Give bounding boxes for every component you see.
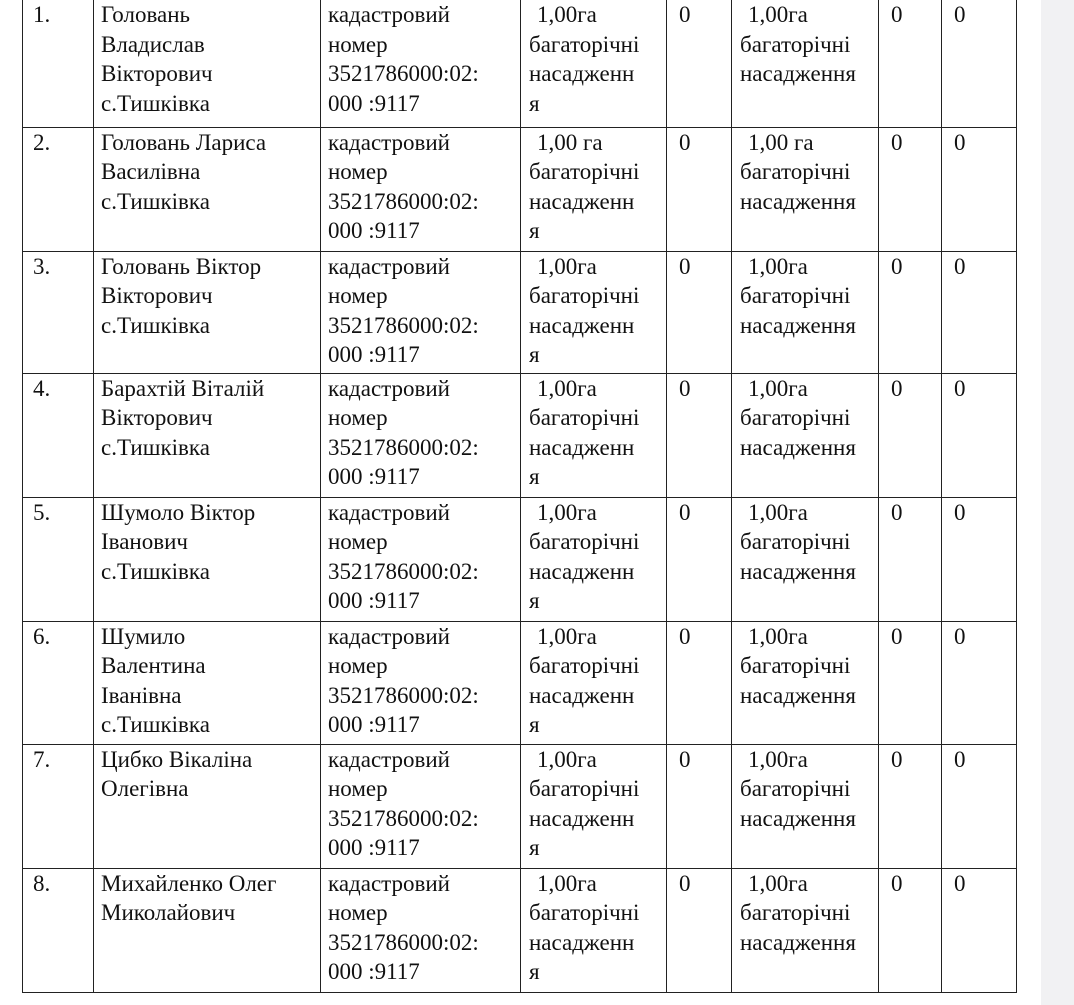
c4-value: 0 [679,129,691,155]
num-value: 6. [33,623,51,649]
cad-line: кадастровий [328,623,450,649]
area2-line: насадження [740,558,856,584]
c6-value: 0 [891,375,903,401]
cad-line: кадастровий [328,870,450,896]
area-line: я [529,835,540,860]
area-line: я [529,959,540,984]
area-line: 1,00 га [537,129,603,155]
area2-line: 1,00га [748,870,808,896]
cadastral-number-cell [321,0,521,127]
owner-name-cell [94,621,321,744]
area-line: насадженн [529,434,635,460]
area-cell [521,0,667,127]
area2-line: насадження [740,434,856,460]
owner-name-cell [94,868,321,992]
table-row [23,0,1017,127]
cad-line: кадастровий [328,129,450,155]
cad-line: 000 :9117 [328,835,420,860]
name-line: Шумило [101,623,186,649]
name-line: Шумоло Віктор [101,499,256,525]
cad-line: номер [328,653,388,678]
cad-line: номер [328,31,388,57]
name-line: с.Тишківка [101,188,210,214]
name-line: Владислав [101,31,205,57]
cad-line: номер [328,776,388,801]
area-line: насадженн [529,929,635,955]
area-line: багаторічні [529,900,640,925]
viewer-side-strip [1041,0,1074,1005]
name-line: с.Тишківка [101,712,210,737]
area-line: насадженн [529,682,635,708]
value-cell [942,744,1017,868]
name-line: с.Тишківка [101,558,210,584]
area-line: насадженн [529,558,635,584]
c7-value: 0 [954,870,966,896]
cadastral-number-cell [321,621,521,744]
area-line: насадженн [529,805,635,831]
c7-value: 0 [954,129,966,155]
cad-line: номер [328,159,388,184]
area-cell [521,621,667,744]
area-line: я [529,464,540,489]
value-cell [667,868,732,992]
area-line: багаторічні [529,405,640,430]
num-value: 1. [33,2,51,27]
cad-line: 000 :9117 [328,464,420,489]
name-line: Вікторович [101,283,213,308]
c6-value: 0 [891,253,903,279]
name-line: Головань Лариса [101,129,267,155]
name-line: Михайленко Олег [101,870,277,896]
area2-line: багаторічні [740,159,851,184]
area-total-cell [732,621,879,744]
owner-name-cell [94,0,321,127]
c4-value: 0 [679,499,691,525]
c6-value: 0 [891,499,903,525]
area-line: насадженн [529,312,635,338]
value-cell [667,373,732,497]
area-line: багаторічні [529,283,640,308]
value-cell [942,251,1017,373]
area2-line: багаторічні [740,529,851,554]
value-cell [879,744,942,868]
cad-line: 000 :9117 [328,342,420,367]
c6-value: 0 [891,870,903,896]
table-row [23,251,1017,373]
value-cell [667,0,732,127]
area-line: 1,00га [537,870,597,896]
row-number-cell [23,744,94,868]
row-number-cell [23,868,94,992]
value-cell [879,0,942,127]
c6-value: 0 [891,623,903,649]
c6-value: 0 [891,746,903,772]
name-line: Іванович [101,529,188,554]
table-row [23,744,1017,868]
cad-line: 3521786000:02: [328,188,479,214]
value-cell [942,373,1017,497]
area-line: багаторічні [529,776,640,801]
value-cell [667,127,732,251]
cad-line: номер [328,900,388,925]
area-line: 1,00га [537,623,597,649]
area-line: насадженн [529,61,635,86]
row-number-cell [23,497,94,621]
cad-line: 000 :9117 [328,959,420,984]
num-value: 3. [33,253,51,279]
value-cell [667,497,732,621]
table-row [23,621,1017,744]
cad-line: кадастровий [328,746,450,772]
value-cell [667,251,732,373]
row-number-cell [23,127,94,251]
c4-value: 0 [679,623,691,649]
cad-line: номер [328,529,388,554]
area-cell [521,744,667,868]
area-cell [521,497,667,621]
name-line: Вікторович [101,405,213,430]
name-line: Головань Віктор [101,253,262,279]
table-row [23,373,1017,497]
num-value: 2. [33,129,51,155]
num-value: 8. [33,870,51,896]
cad-line: 3521786000:02: [328,312,479,338]
area-total-cell [732,497,879,621]
cadastral-number-cell [321,868,521,992]
name-line: Іванівна [101,682,182,708]
value-cell [667,621,732,744]
area-line: я [529,342,540,367]
c7-value: 0 [954,746,966,772]
area-line: я [529,712,540,737]
table-row [23,868,1017,992]
c4-value: 0 [679,746,691,772]
owner-name-cell [94,744,321,868]
name-line: с.Тишківка [101,434,210,460]
c6-value: 0 [891,129,903,155]
c7-value: 0 [954,253,966,279]
row-number-cell [23,621,94,744]
value-cell [942,621,1017,744]
area2-line: насадження [740,61,856,86]
area-cell [521,127,667,251]
name-line: Олегівна [101,776,189,801]
cad-line: номер [328,283,388,308]
area2-line: багаторічні [740,776,851,801]
cad-line: 3521786000:02: [328,61,479,86]
area2-line: 1,00га [748,499,808,525]
cad-line: 3521786000:02: [328,929,479,955]
cad-line: 3521786000:02: [328,558,479,584]
area-line: 1,00га [537,253,597,279]
cad-line: 000 :9117 [328,90,420,116]
area-line: 1,00га [537,2,597,27]
cad-line: кадастровий [328,375,450,401]
value-cell [879,497,942,621]
cadastral-number-cell [321,127,521,251]
area-total-cell [732,0,879,127]
value-cell [942,0,1017,127]
value-cell [942,868,1017,992]
area-total-cell [732,744,879,868]
num-value: 4. [33,375,51,401]
name-line: Цибко Вікаліна [101,746,253,772]
table-row [23,127,1017,251]
c7-value: 0 [954,499,966,525]
area-line: насадженн [529,188,635,214]
cadastral-number-cell [321,251,521,373]
area2-line: насадження [740,682,856,708]
area-line: 1,00га [537,499,597,525]
cad-line: 3521786000:02: [328,434,479,460]
area-line: я [529,90,540,116]
name-line: Миколайович [101,900,236,925]
name-line: Василівна [101,159,201,184]
num-value: 7. [33,746,51,772]
area-line: багаторічні [529,31,640,57]
name-line: Валентина [101,653,206,678]
area-total-cell [732,373,879,497]
area-total-cell [732,251,879,373]
area2-line: багаторічні [740,31,851,57]
value-cell [667,744,732,868]
owner-name-cell [94,497,321,621]
c7-value: 0 [954,623,966,649]
owner-name-cell [94,127,321,251]
cad-line: 000 :9117 [328,588,420,613]
cad-line: 3521786000:02: [328,805,479,831]
area2-line: 1,00га [748,746,808,772]
cad-line: 000 :9117 [328,712,420,737]
name-line: Барахтій Віталій [101,375,265,401]
area2-line: багаторічні [740,900,851,925]
table-body [23,0,1017,992]
area2-line: 1,00га [748,2,808,27]
area-line: 1,00га [537,746,597,772]
name-line: с.Тишківка [101,312,210,338]
value-cell [879,373,942,497]
row-number-cell [23,373,94,497]
value-cell [942,127,1017,251]
cad-line: кадастровий [328,253,450,279]
cad-line: кадастровий [328,499,450,525]
area-cell [521,868,667,992]
c4-value: 0 [679,2,691,27]
area-cell [521,251,667,373]
area-line: 1,00га [537,375,597,401]
cad-line: кадастровий [328,2,450,27]
area2-line: насадження [740,312,856,338]
area-total-cell [732,868,879,992]
value-cell [879,621,942,744]
cadastral-number-cell [321,373,521,497]
value-cell [879,127,942,251]
area2-line: 1,00га [748,253,808,279]
area-line: багаторічні [529,529,640,554]
value-cell [879,868,942,992]
area-line: я [529,218,540,243]
row-number-cell [23,251,94,373]
area2-line: насадження [740,929,856,955]
value-cell [879,251,942,373]
area-cell [521,373,667,497]
cad-line: 3521786000:02: [328,682,479,708]
area-line: я [529,588,540,613]
c7-value: 0 [954,375,966,401]
area-line: багаторічні [529,159,640,184]
area2-line: 1,00га [748,623,808,649]
area2-line: багаторічні [740,283,851,308]
area2-line: насадження [740,805,856,831]
area2-line: 1,00 га [748,129,814,155]
c6-value: 0 [891,2,903,27]
cad-line: 000 :9117 [328,218,420,243]
owner-name-cell [94,251,321,373]
cadastral-number-cell [321,497,521,621]
name-line: Вікторович [101,61,213,86]
c4-value: 0 [679,253,691,279]
num-value: 5. [33,499,51,525]
c4-value: 0 [679,375,691,401]
table-row [23,497,1017,621]
owner-name-cell [94,373,321,497]
land-plots-table [22,0,1017,993]
cadastral-number-cell [321,744,521,868]
area2-line: багаторічні [740,405,851,430]
row-number-cell [23,0,94,127]
c4-value: 0 [679,870,691,896]
area-total-cell [732,127,879,251]
area2-line: насадження [740,188,856,214]
area2-line: багаторічні [740,653,851,678]
cad-line: номер [328,405,388,430]
name-line: Головань [101,2,191,27]
c7-value: 0 [954,2,966,27]
area2-line: 1,00га [748,375,808,401]
name-line: с.Тишківка [101,90,210,116]
area-line: багаторічні [529,653,640,678]
value-cell [942,497,1017,621]
